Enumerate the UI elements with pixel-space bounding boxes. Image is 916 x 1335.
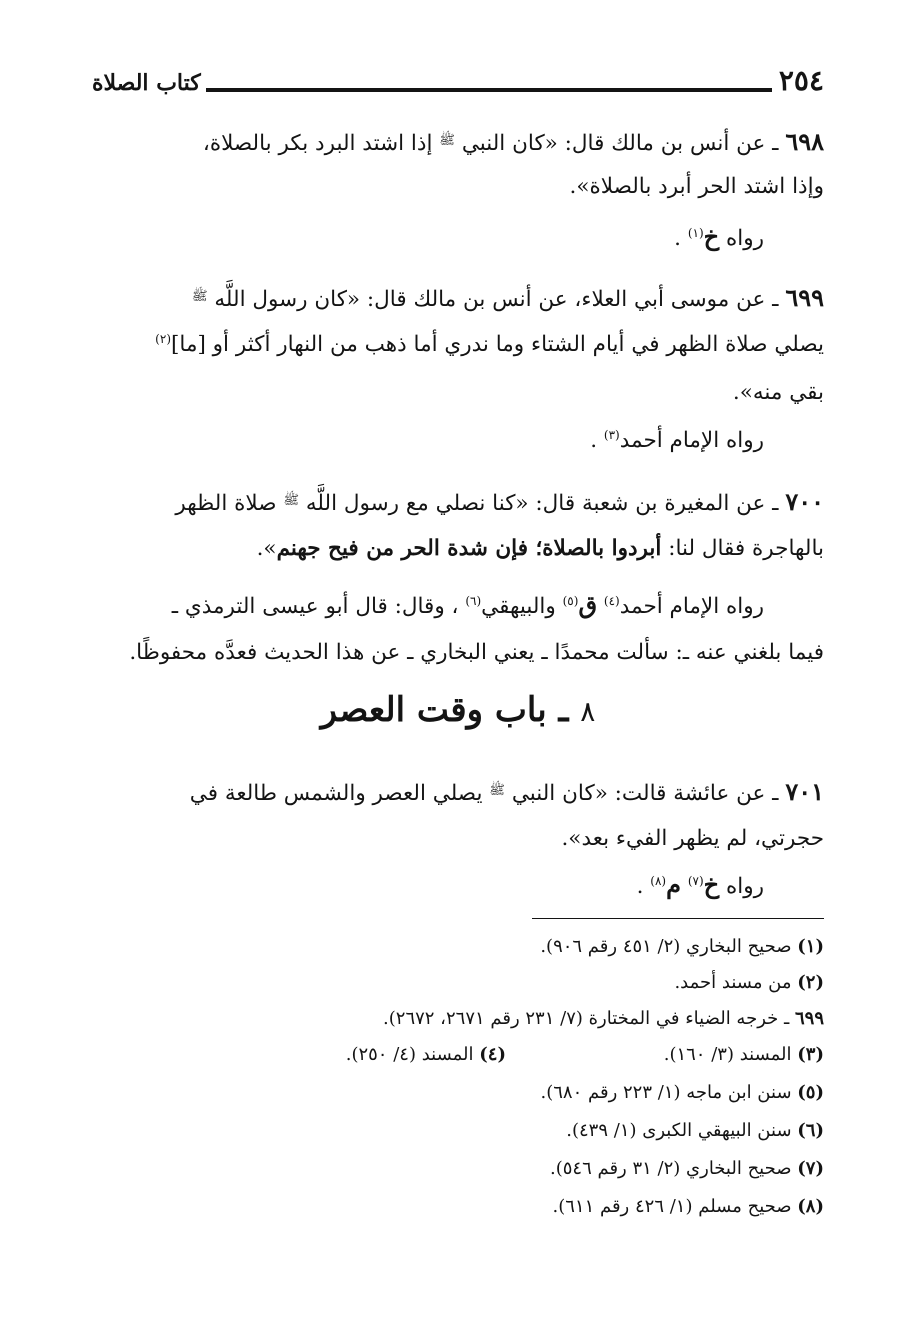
hadith-number: ٦٩٩: [785, 283, 824, 312]
riwaya-text: ، وقال: قال أبو عيسى الترمذي ـ: [171, 594, 459, 619]
salla-glyph: ﷺ: [191, 289, 208, 304]
footnote-number: (٥): [797, 1082, 824, 1103]
hadith-text: ـ عن عائشة قالت: «كان النبي: [511, 781, 779, 806]
hadith-698-line-1: [203, 126, 824, 159]
hadith-701-line-2: حجرتي، لم يظهر الفيء بعد».: [561, 826, 824, 851]
footnote-text: سنن ابن ماجه (١/ ٢٢٣ رقم ٦٨٠).: [540, 1082, 792, 1103]
riwaya-text: رواه الإمام أحمد: [619, 594, 764, 619]
chapter-title: ـ باب وقت العصر: [320, 690, 569, 730]
footnote-text: صحيح البخاري (٢/ ٣١ رقم ٥٤٦).: [549, 1158, 792, 1179]
riwaya-text: والبيهقي: [481, 594, 556, 619]
footnote-number: (٢): [797, 972, 824, 993]
hadith-699-line-3: بقي منه».: [732, 380, 824, 405]
hadith-number: ٦٩٨: [785, 127, 824, 156]
page-number: ٢٥٤: [778, 64, 824, 97]
chapter-number: ٨: [580, 695, 596, 728]
footnote-number: (٨): [797, 1196, 824, 1217]
footnote-ref: (٧): [687, 873, 704, 888]
hadith-700-line-4: فيما بلغني عنه ـ: سألت محمدًا ـ يعني البخاري ـ عن هذا الحديث فعدَّه محفوظًا.: [129, 640, 824, 665]
footnote-7: [550, 1156, 824, 1182]
salla-glyph: ﷺ: [489, 783, 506, 798]
footnote-6: [566, 1118, 824, 1144]
header-rule: [206, 88, 772, 92]
footnote-text: المسند (٤/ ٢٥٠).: [345, 1044, 474, 1065]
footnote-number: (٤): [479, 1044, 506, 1065]
footnote-text: المسند (٣/ ١٦٠).: [663, 1044, 792, 1065]
source-sigla: خ: [703, 870, 720, 899]
footnote-text: صحيح البخاري (٢/ ٤٥١ رقم ٩٠٦).: [540, 936, 792, 957]
footnote-ref: (٤): [603, 593, 620, 608]
footnote-text: ـ خرجه الضياء في المختارة (٧/ ٢٣١ رقم ٢٦٧١، ٢٦٧٢).: [383, 1008, 790, 1029]
chapter-heading: [0, 690, 916, 730]
footnote-text: صحيح مسلم (١/ ٤٢٦ رقم ٦١١).: [552, 1196, 792, 1217]
hadith-698-line-2: وإذا اشتد الحر أبرد بالصلاة».: [569, 174, 824, 199]
source-sigla: ق: [578, 590, 598, 619]
footnote-number: (١): [797, 936, 824, 957]
footnote-ref: (٨): [650, 873, 667, 888]
footnote-number: (٦): [797, 1120, 824, 1141]
footnote-ref: (٥): [562, 593, 579, 608]
hadith-700-line-2: بالهاجرة فقال لنا: أبردوا بالصلاة؛ فإن شدة الحر من فيح جهنم».: [256, 536, 824, 561]
hadith-699-line-2: [155, 330, 824, 360]
footnote-5: [541, 1080, 824, 1106]
hadith-text: ـ عن أنس بن مالك قال: «كان النبي: [461, 131, 779, 156]
footnote-text: من مسند أحمد.: [674, 972, 792, 993]
footnote-4: [346, 1042, 506, 1068]
salla-glyph: ﷺ: [283, 493, 300, 508]
hadith-text: إذا اشتد البرد بكر بالصلاة،: [202, 131, 433, 156]
footnote-number: (٧): [797, 1158, 824, 1179]
source-sigla: خ: [703, 222, 720, 251]
footnote-number: ٦٩٩: [794, 1008, 824, 1029]
footnote-8: [552, 1194, 824, 1220]
hadith-701-line-1: [190, 776, 824, 809]
hadith-700-riwaya: [172, 590, 764, 622]
hadith-text: يصلي العصر والشمس طالعة في: [189, 781, 483, 806]
footnote-ref: (١): [687, 225, 704, 240]
riwaya-text: رواه: [725, 874, 764, 899]
footnote-3: [664, 1042, 824, 1068]
salla-glyph: ﷺ: [439, 133, 455, 148]
footnote-2: [674, 970, 824, 996]
footnote-ref: (٦): [465, 593, 482, 608]
riwaya-text: رواه الإمام أحمد: [619, 428, 764, 453]
footnote-rule: [532, 918, 824, 919]
hadith-text: صلاة الظهر: [175, 491, 277, 516]
footnote-text: سنن البيهقي الكبرى (١/ ٤٣٩).: [566, 1120, 792, 1141]
hadith-698-riwaya: رواه خ$^{(١)}$ .: [674, 222, 764, 251]
book-title: كتاب الصلاة: [92, 70, 201, 96]
hadith-number: ٧٠١: [785, 777, 824, 806]
footnote-699: [383, 1006, 824, 1032]
hadith-text: ـ عن المغيرة بن شعبة قال: «كنا نصلي مع رسول اللَّه: [305, 491, 779, 516]
hadith-text: ـ عن موسى أبي العلاء، عن أنس بن مالك قال: «كان رسول اللَّه: [214, 287, 779, 312]
source-sigla: م: [666, 870, 681, 899]
hadith-699-riwaya: رواه الإمام أحمد$^{(٣)}$ .: [590, 427, 764, 453]
hadith-701-riwaya: رواه خ$^{(٧)}$ م$^{(٨)}$ .: [636, 870, 764, 899]
footnote-ref: (٣): [603, 427, 620, 442]
hadith-emphasis: أبردوا بالصلاة؛ فإن شدة الحر من فيح جهنم: [276, 536, 662, 561]
hadith-text: بالهاجرة فقال لنا:: [668, 536, 824, 561]
hadith-699-line-1: [192, 282, 824, 315]
hadith-text: يصلي صلاة الظهر في أيام الشتاء وما ندري أما ذهب من النهار أكثر أو [ما]: [171, 332, 824, 357]
footnote-number: (٣): [797, 1044, 824, 1065]
footnote-1: [540, 934, 824, 960]
hadith-700-line-1: [175, 486, 824, 519]
footnote-ref: (٢): [155, 331, 171, 346]
hadith-number: ٧٠٠: [785, 487, 824, 516]
riwaya-text: رواه: [725, 226, 764, 251]
